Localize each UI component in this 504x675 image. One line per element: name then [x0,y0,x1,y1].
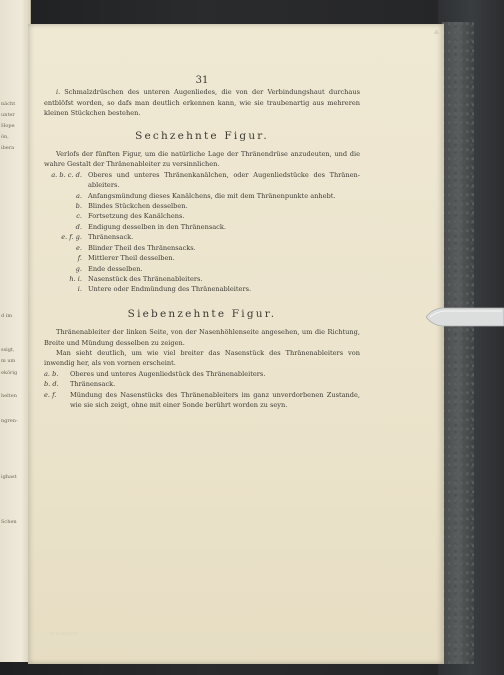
intro-entry [44,87,360,118]
legend-label: d. [75,222,82,231]
legend-label: a. b. c. d. [51,170,82,179]
legend-text: Endigung desselben in den Thränensack. [88,222,226,231]
legend-item [44,274,360,284]
intro-text: Schmalzdrüschen des unteren Augenliedes, die von der Verbindungshaut durchaus entblöfst worden, so dafs man deutlich erkennen kann, wie sie traubenartig aus mehreren kleinen Stückchen bestehen. [44,88,360,118]
left-fragment: unter [1,112,15,118]
legend-text: Ende desselben. [88,264,143,273]
legend-label: b. d. [44,380,59,389]
legend-label: c. [76,212,82,221]
legend-label: e. [76,243,82,252]
cover-board [442,22,474,664]
legend-text: Fortsetzung des Kanälchens. [88,212,185,221]
legend-item [44,253,360,263]
legend-text: Blinder Theil des Thränensacks. [88,243,196,252]
legend-label: f. [77,254,82,263]
section-heading-16: Sechzehnte Figur. [135,129,269,142]
legend-item [44,222,360,232]
left-fragment: m um [1,358,16,364]
legend-label: e. f. g. [61,233,82,242]
legend-item [44,379,360,389]
left-fragment: Schen [1,519,17,525]
legend-text: Mittlerer Theil desselben. [88,254,175,263]
legend-text: Untere oder Endmündung des Thränenableiters. [88,285,252,294]
legend-label: h. i. [69,274,82,283]
legend-item [44,390,360,411]
corner-mark: ⁂ [434,30,439,36]
left-fragment: ssigt, [1,347,15,353]
legend-text: Oberes und unteres Thränenkanälchen, oder Augenliedstücke des Thränen-ableiters. [88,170,360,190]
legend-label: a. [75,191,82,200]
section-heading-17: Siebenzehnte Figur. [127,307,277,320]
legend-item [44,243,360,253]
legend-label: i. [77,285,82,294]
legend-text: Anfangsmündung dieses Kanälchens, die mit dem Thränenpunkte anhebt. [88,191,336,200]
left-fragment: ngren- [1,418,18,424]
section17-paragraph-2: Man sieht deutlich, um wie viel breiter das Nasenstück des Thränenableiters von inwendig her, als von vornen erscheint. [44,348,360,368]
left-fragment: d im [1,313,13,319]
intro-label: i. [56,88,61,97]
legend-item [44,232,360,242]
legend-item [44,284,360,294]
legend-item [44,191,360,201]
section17-legend [44,369,360,411]
left-fragment: ighast [1,474,17,480]
legend-text: Nasenstück des Thränenableiters. [88,274,203,283]
bookmark-ribbon [426,306,504,328]
left-fragment: helten [1,393,17,399]
faint-bleedthrough: ▭▭▭▭▭ [50,631,79,637]
legend-label: g. [75,264,82,273]
legend-label: e. f. [44,390,57,399]
page-number: 31 [195,75,209,86]
legend-item [44,369,360,379]
section16-legend [44,170,360,295]
legend-item [44,170,360,191]
legend-label: b. [75,202,82,211]
section16-paragraph: Verlofs der fünften Figur, um die natürliche Lage der Thränendrüse anzudeuten, und die wahre Gestalt der Thränenableiter zu versinnlichen. [44,150,360,169]
left-fragment: ön, [1,134,9,140]
left-fragment: nächt [1,101,16,107]
legend-text: Thränensack. [88,233,134,242]
legend-item [44,264,360,274]
left-fragment: ekörig [1,370,18,376]
legend-label: a. b. [44,369,59,378]
legend-text: Mündung des Nasenstücks des Thränenableiters im ganz unverdorbenen Zustande, wie sie sich zeigt, ohne mit einer Sonde berührt worden zu seyn. [70,390,360,409]
page-text [44,76,360,410]
section17-paragraph-1: Thränenableiter der linken Seite, von der Nasenhöhlenseite angesehen, um die Richtung, Breite und Mündung desselben zu zeigen. [44,328,360,347]
legend-item [44,201,360,211]
legend-text: Oberes und unteres Augenliedstück des Thränenableiters. [70,369,266,378]
legend-item [44,211,360,221]
left-facing-page [0,0,31,662]
left-fragment: ibera [1,145,15,151]
legend-text: Thränensack. [70,380,116,389]
legend-text: Blindes Stückchen desselben. [88,202,188,211]
left-fragment: Hope [1,123,15,129]
